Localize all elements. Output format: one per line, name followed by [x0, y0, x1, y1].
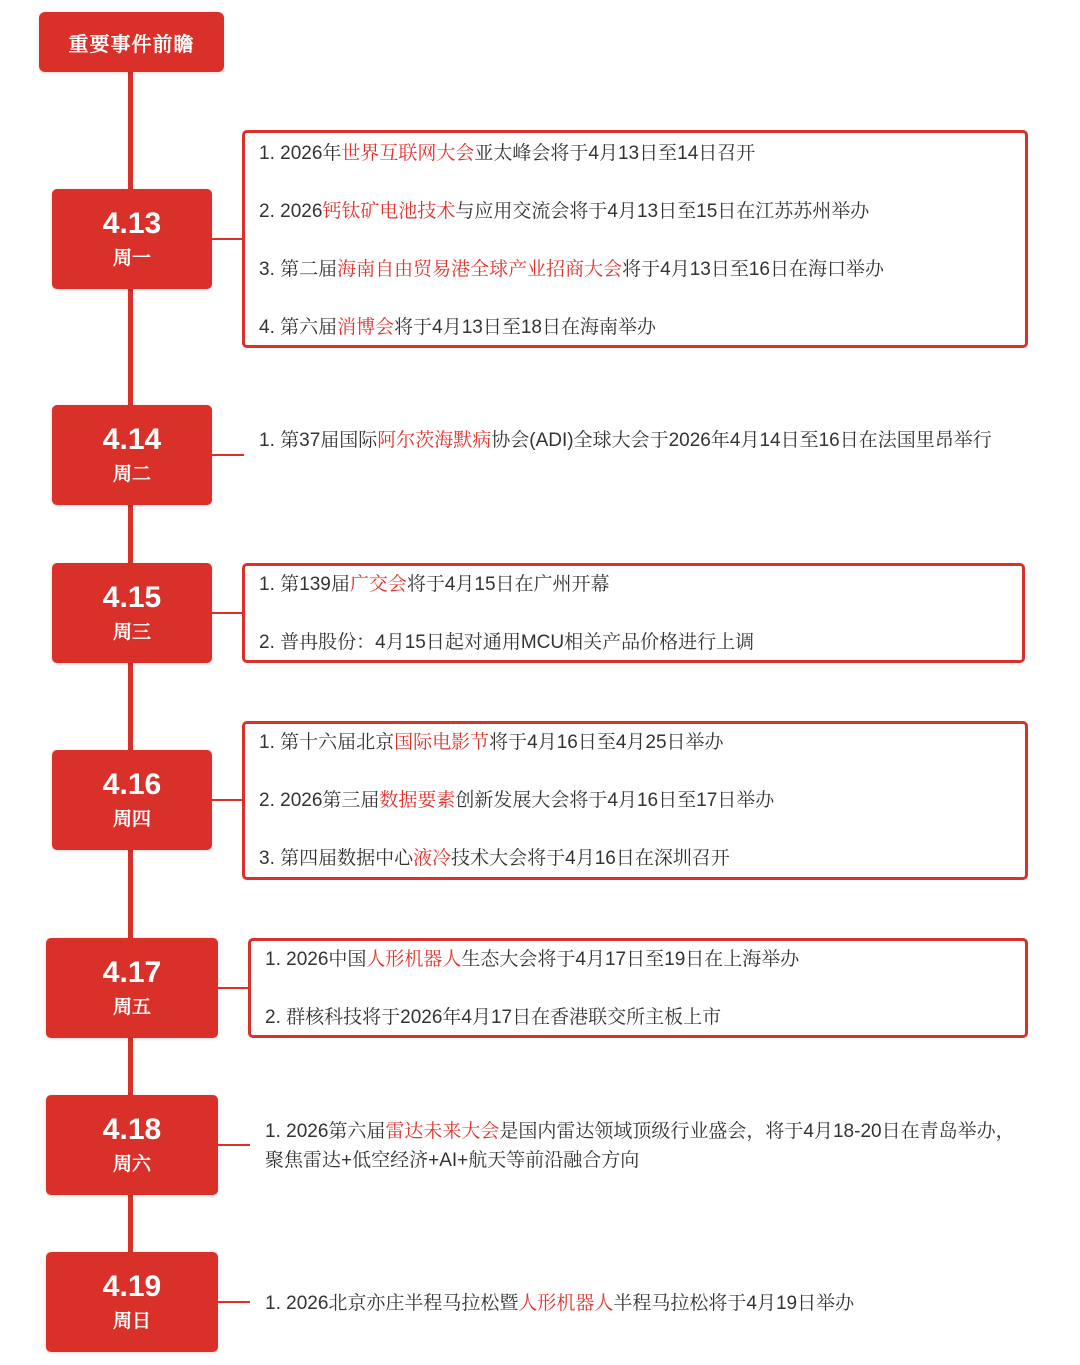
event-highlight: 液冷: [413, 848, 452, 869]
event-highlight: 消博会: [337, 317, 395, 338]
event-item: 1. 2026年世界互联网大会亚太峰会将于4月13日至14日召开: [259, 143, 756, 164]
date-label: 4.15: [102, 581, 162, 614]
connector-line: [212, 612, 244, 614]
event-item: 1. 2026北京亦庄半程马拉松暨人形机器人半程马拉松将于4月19日举办: [265, 1293, 855, 1314]
event-highlight: 国际电影节: [394, 732, 490, 753]
event-item: 1. 2026第六届雷达未来大会是国内雷达领域顶级行业盛会，将于4月18-20日在青岛举办，聚焦雷达+低空经济+AI+航天等前沿融合方向: [265, 1121, 1015, 1171]
event-highlight: 广交会: [349, 574, 407, 595]
event-panel-4-13: [242, 130, 1028, 348]
event-panel-4-17: [248, 938, 1028, 1038]
date-badge-4-14: [52, 405, 212, 505]
event-panel-4-18: [251, 1113, 1041, 1183]
event-item: 2. 2026第三届数据要素创新发展大会将于4月16日至17日举办: [259, 790, 775, 811]
event-item: 2. 群核科技将于2026年4月17日在香港联交所主板上市: [265, 1007, 722, 1028]
connector-line: [218, 987, 250, 989]
event-highlight: 海南自由贸易港全球产业招商大会: [337, 259, 623, 280]
weekday-label: 周一: [112, 248, 151, 269]
event-item: 4. 第六届消博会将于4月13日至18日在海南举办: [259, 317, 656, 338]
event-panel-4-15: [242, 563, 1025, 663]
date-label: 4.18: [102, 1113, 162, 1146]
event-item: 1. 2026中国人形机器人生态大会将于4月17日至19日在上海举办: [265, 949, 800, 970]
connector-line: [212, 238, 244, 240]
date-badge-4-17: [46, 938, 218, 1038]
event-highlight: 人形机器人: [518, 1293, 614, 1314]
event-highlight: 雷达未来大会: [385, 1121, 500, 1142]
connector-line: [212, 454, 244, 456]
date-badge-4-18: [46, 1095, 218, 1195]
connector-line: [218, 1144, 250, 1146]
event-item: 2. 普冉股份：4月15日起对通用MCU相关产品价格进行上调: [259, 632, 755, 653]
date-label: 4.17: [102, 956, 162, 989]
event-panel-4-16: [242, 721, 1028, 880]
weekday-label: 周三: [112, 622, 151, 643]
date-badge-4-13: [52, 189, 212, 289]
event-item: 3. 第二届海南自由贸易港全球产业招商大会将于4月13日至16日在海口举办: [259, 259, 884, 280]
date-label: 4.16: [102, 768, 162, 801]
event-panel-4-19: [251, 1285, 1041, 1325]
date-badge-4-16: [52, 750, 212, 850]
event-item: 3. 第四届数据中心液冷技术大会将于4月16日在深圳召开: [259, 848, 730, 869]
weekday-label: 周日: [112, 1311, 151, 1332]
event-item: 1. 第139届广交会将于4月15日在广州开幕: [259, 574, 610, 595]
weekday-label: 周二: [112, 464, 151, 485]
date-label: 4.13: [102, 207, 162, 240]
connector-line: [212, 799, 244, 801]
event-panel-4-14: [245, 422, 1025, 492]
weekday-label: 周四: [112, 809, 151, 830]
weekday-label: 周五: [112, 997, 151, 1018]
date-badge-4-19: [46, 1252, 218, 1352]
event-item: 2. 2026钙钛矿电池技术与应用交流会将于4月13日至15日在江苏苏州举办: [259, 201, 870, 222]
event-highlight: 人形机器人: [366, 949, 462, 970]
event-highlight: 世界互联网大会: [341, 143, 475, 164]
event-item: 1. 第37届国际阿尔茨海默病协会(ADI)全球大会于2026年4月14日至16日在法国里昂举行: [259, 430, 992, 451]
connector-line: [218, 1301, 250, 1303]
weekday-label: 周六: [112, 1154, 151, 1175]
header-title: 重要事件前瞻: [39, 12, 224, 72]
event-highlight: 数据要素: [379, 790, 456, 811]
date-badge-4-15: [52, 563, 212, 663]
event-highlight: 阿尔茨海默病: [377, 430, 492, 451]
event-highlight: 钙钛矿电池技术: [322, 201, 456, 222]
date-label: 4.19: [102, 1270, 162, 1303]
event-item: 1. 第十六届北京国际电影节将于4月16日至4月25日举办: [259, 732, 724, 753]
date-label: 4.14: [102, 423, 162, 456]
